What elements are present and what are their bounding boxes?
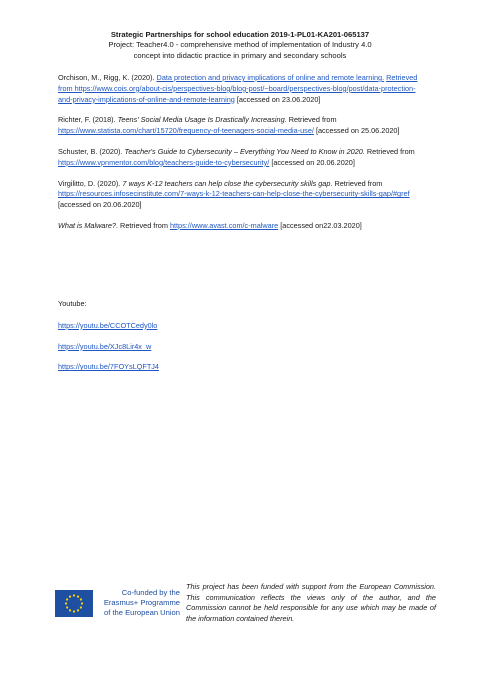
ref-accessed: [accessed on 20.06.2020] <box>58 200 142 210</box>
eu-flag-icon <box>55 590 93 617</box>
ref-title: Teens' Social Media Usage Is Drastically Increasing <box>117 115 285 125</box>
ref-title: What is Malware? <box>58 220 116 230</box>
ref-retrieved: . Retrieved from <box>284 115 337 125</box>
youtube-section <box>58 299 428 383</box>
ref-retrieved: . Retrieved from <box>116 220 170 230</box>
reference-virgilitto <box>58 179 428 211</box>
header-project-line: Project: Teacher4.0 - comprehensive method of implementation of Industry 4.0 <box>108 40 372 50</box>
ref-retrieved: . Retrieved from <box>330 178 383 188</box>
ref-author: Richter, F. (2018). <box>58 115 118 125</box>
ref-author: Virgilitto, D. (2020). <box>58 178 123 188</box>
ref-title: 7 ways K-12 teachers can help close the cybersecurity skills gap <box>122 178 331 188</box>
header-concept-line: concept into didactic practice in primary and secondary schools <box>133 50 347 60</box>
funding-disclaimer: This project has been funded with support from the European Commission. This communication reflects the views only of the author, and the Commission cannot be held responsible for any use which may be made of the information contained therein. <box>186 582 436 623</box>
ref-link[interactable]: https://www.vpnmentor.com/blog/teachers-guide-to-cybersecurity/ <box>58 157 270 167</box>
cofunded-text <box>97 588 180 619</box>
youtube-link-3[interactable]: https://youtu.be/7FOYsLQFTJ4 <box>58 362 159 372</box>
reference-orchison <box>58 73 428 105</box>
ref-link[interactable]: https://resources.infosecinstitute.com/7-ways-k-12-teachers-can-help-close-the-cybersecurity-skills-gap/#gref <box>58 189 410 199</box>
references-list <box>58 73 428 242</box>
ref-accessed: [accessed on22.03.2020] <box>278 220 362 230</box>
reference-avast <box>58 221 428 232</box>
cofunded-line: Co-funded by the <box>121 588 180 597</box>
ref-link[interactable]: https://www.statista.com/chart/15720/frequency-of-teenagers-social-media-use/ <box>58 126 314 136</box>
youtube-link-1[interactable]: https://youtu.be/CCOTCedy0lo <box>58 320 158 330</box>
ref-title: Teacher's Guide to Cybersecurity – Everything You Need to Know in 2020. <box>124 146 365 156</box>
ref-link[interactable]: Retrieved from https://www.cois.org/about-cis/perspectives-blog/blog-post/~board/perspectives-blog/post/data-protection-and-privacy-implications-of-online-and-remote-learning <box>58 73 418 104</box>
cofunded-line: of the European Union <box>104 608 180 618</box>
ref-accessed: [accessed on 25.06.2020] <box>313 126 400 136</box>
cofunded-line: Erasmus+ Programme <box>103 598 180 608</box>
header-title: Strategic Partnerships for school education 2019-1-PL01-KA201-065137 <box>110 30 370 39</box>
youtube-label: Youtube: <box>58 299 87 308</box>
ref-accessed: [accessed on 23.06.2020] <box>234 94 321 104</box>
ref-author: Orchison, M., Rigg, K. (2020). <box>58 73 157 82</box>
reference-schuster <box>58 147 428 169</box>
page-footer <box>55 582 435 630</box>
ref-retrieved: Retrieved from <box>364 146 415 156</box>
page-header <box>40 30 440 61</box>
ref-link[interactable]: https://www.avast.com/c-malware <box>169 220 279 230</box>
ref-author: Schuster, B. (2020). <box>58 146 125 156</box>
ref-accessed: [accessed on 20.06.2020] <box>269 157 355 167</box>
youtube-link-2[interactable]: https://youtu.be/XJc8Lir4x_w <box>58 341 152 351</box>
reference-richter <box>58 115 428 137</box>
ref-link[interactable]: Data protection and privacy implications of online and remote learning. <box>156 73 385 82</box>
